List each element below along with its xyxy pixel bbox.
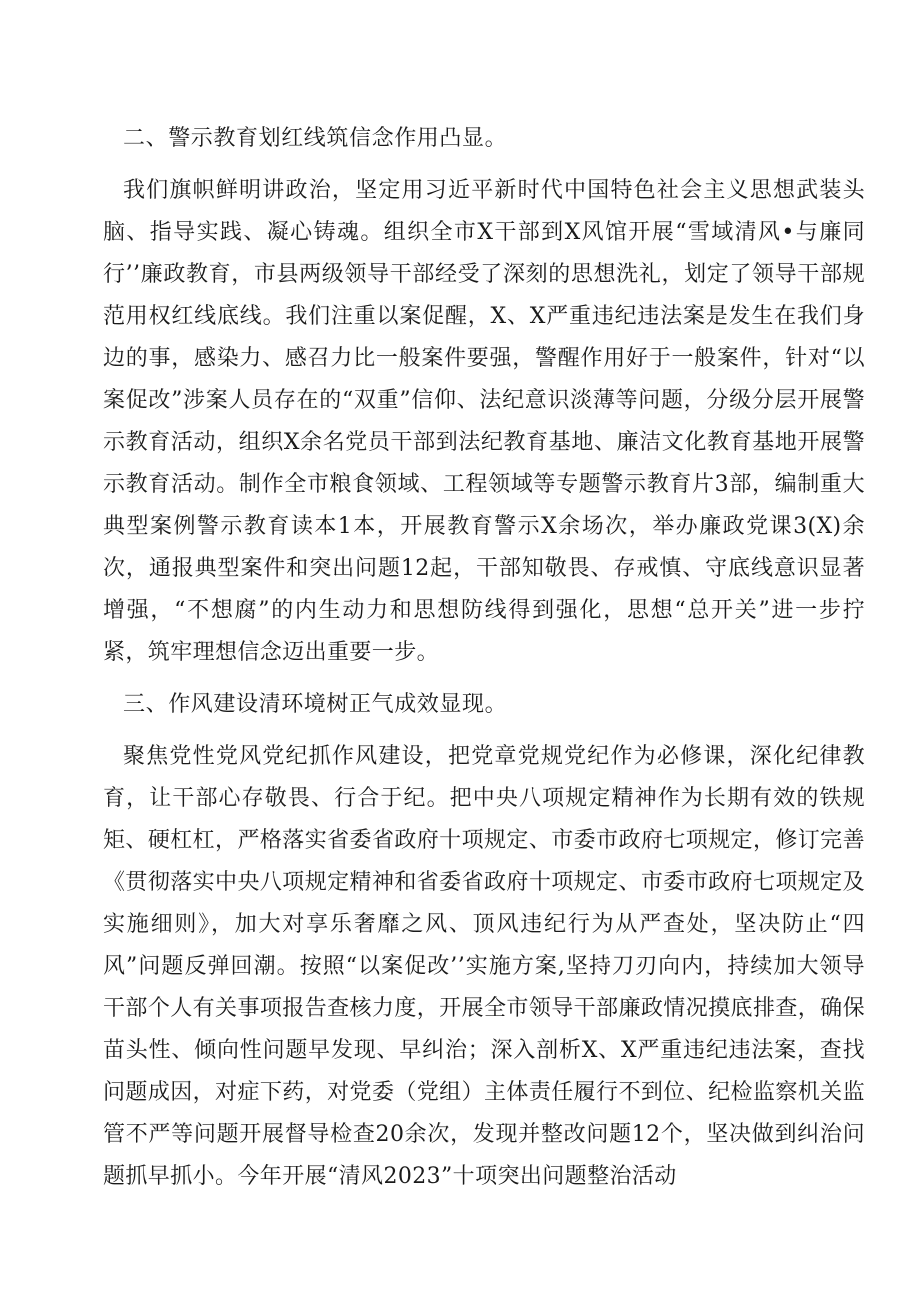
section-2-paragraph: 我们旗帜鲜明讲政治，坚定用习近平新时代中国特色社会主义思想武装头脑、指导实践、凝心铸魂。组织全市X干部到X风馆开展“雪域清风•与廉同行’’廉政教育，市县两级领导干部经受了深刻的思想洗礼，划定了领导干部规范用权红线底线。我们注重以案促醒，X、X严重违纪违法案是发生在我们身边的事，感染力、感召力比一般案件要强，警醒作用好于一般案件，针对“以案促改”涉案人员存在的“双重”信仰、法纪意识淡薄等问题，分级分层开展警示教育活动，组织X余名党员干部到法纪教育基地、廉洁文化教育基地开展警示教育活动。制作全市粮食领域、工程领域等专题警示教育片3部，编制重大典型案例警示教育读本1本，开展教育警示X余场次，举办廉政党课3(X)余次，通报典型案件和突出问题12起，干部知敬畏、存戒慎、守底线意识显著增强，“不想腐”的内生动力和思想防线得到强化，思想“总开关”进一步拧紧，筑牢理想信念迈出重要一步。 bbox=[103, 178, 865, 665]
spacer bbox=[103, 674, 865, 684]
section-2-heading: 二、警示教育划红线筑信念作用凸显。 bbox=[123, 126, 508, 151]
spacer bbox=[103, 160, 865, 170]
document-body bbox=[103, 118, 865, 1198]
section-3-paragraph: 聚焦党性党风党纪抓作风建设，把党章党规党纪作为必修课，深化纪律教育，让干部心存敬畏、行合于纪。把中央八项规定精神作为长期有效的铁规矩、硬杠杠，严格落实省委省政府十项规定、市委市政府七项规定，修订完善《贯彻落实中央八项规定精神和省委省政府十项规定、市委市政府七项规定及实施细则》，加大对享乐奢靡之风、顶风违纪行为从严查处，坚决防止“四风”问题反弹回潮。按照“以案促改’’实施方案,坚持刀刃向内，持续加大领导干部个人有关事项报告查核力度，开展全市领导干部廉政情况摸底排查，确保苗头性、倾向性问题早发现、早纠治；深入剖析X、X严重违纪违法案，查找问题成因，对症下药，对党委（党组）主体责任履行不到位、纪检监察机关监管不严等问题开展督导检查20余次，发现并整改问题12个，坚决做到纠治问题抓早抓小。今年开展“清风2023”十项突出问题整治活动 bbox=[103, 744, 865, 1189]
spacer bbox=[103, 726, 865, 736]
section-3-heading: 三、作风建设清环境树正气成效显现。 bbox=[123, 692, 508, 717]
